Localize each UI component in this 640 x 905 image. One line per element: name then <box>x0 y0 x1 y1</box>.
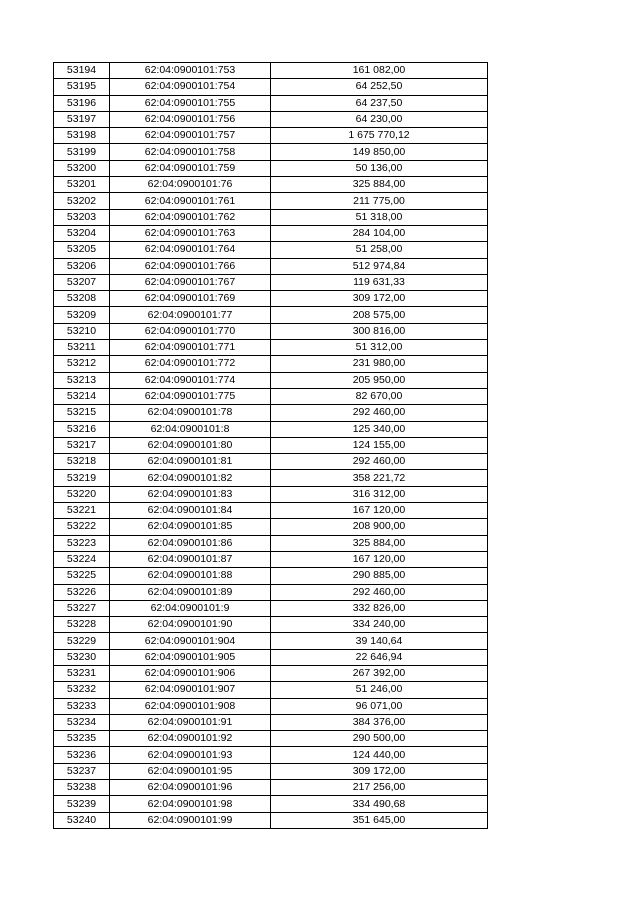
row-number-cell: 53226 <box>54 584 110 600</box>
row-number-cell: 53232 <box>54 682 110 698</box>
table-row <box>54 568 488 584</box>
cadastral-number-cell: 62:04:0900101:757 <box>110 128 271 144</box>
cadastral-number-cell: 62:04:0900101:82 <box>110 470 271 486</box>
cadastral-number-cell: 62:04:0900101:774 <box>110 372 271 388</box>
cadastral-number-cell: 62:04:0900101:767 <box>110 274 271 290</box>
row-number-cell: 53237 <box>54 763 110 779</box>
table-row <box>54 323 488 339</box>
cadastral-number-cell: 62:04:0900101:905 <box>110 649 271 665</box>
row-number-cell: 53200 <box>54 160 110 176</box>
row-number-cell: 53238 <box>54 780 110 796</box>
cadastral-number-cell: 62:04:0900101:95 <box>110 763 271 779</box>
cadastral-value-cell: 64 230,00 <box>271 111 488 127</box>
cadastral-value-cell: 300 816,00 <box>271 323 488 339</box>
row-number-cell: 53213 <box>54 372 110 388</box>
table-row <box>54 160 488 176</box>
row-number-cell: 53194 <box>54 63 110 79</box>
cadastral-number-cell: 62:04:0900101:78 <box>110 405 271 421</box>
table-row <box>54 682 488 698</box>
cadastral-value-cell: 309 172,00 <box>271 291 488 307</box>
table-row <box>54 209 488 225</box>
table-row <box>54 193 488 209</box>
cadastral-value-cell: 292 460,00 <box>271 405 488 421</box>
row-number-cell: 53202 <box>54 193 110 209</box>
cadastral-number-cell: 62:04:0900101:756 <box>110 111 271 127</box>
row-number-cell: 53228 <box>54 617 110 633</box>
row-number-cell: 53222 <box>54 519 110 535</box>
row-number-cell: 53204 <box>54 225 110 241</box>
cadastral-number-cell: 62:04:0900101:762 <box>110 209 271 225</box>
cadastral-value-cell: 334 490,68 <box>271 796 488 812</box>
row-number-cell: 53198 <box>54 128 110 144</box>
cadastral-value-cell: 161 082,00 <box>271 63 488 79</box>
cadastral-value-cell: 64 237,50 <box>271 95 488 111</box>
cadastral-value-cell: 82 670,00 <box>271 388 488 404</box>
row-number-cell: 53206 <box>54 258 110 274</box>
row-number-cell: 53196 <box>54 95 110 111</box>
cadastral-value-cell: 325 884,00 <box>271 177 488 193</box>
row-number-cell: 53229 <box>54 633 110 649</box>
cadastral-value-cell: 512 974,84 <box>271 258 488 274</box>
cadastral-number-cell: 62:04:0900101:93 <box>110 747 271 763</box>
table-row <box>54 747 488 763</box>
row-number-cell: 53225 <box>54 568 110 584</box>
cadastral-number-cell: 62:04:0900101:769 <box>110 291 271 307</box>
cadastral-number-cell: 62:04:0900101:88 <box>110 568 271 584</box>
cadastral-number-cell: 62:04:0900101:904 <box>110 633 271 649</box>
row-number-cell: 53203 <box>54 209 110 225</box>
cadastral-value-cell: 208 900,00 <box>271 519 488 535</box>
table-row <box>54 128 488 144</box>
row-number-cell: 53227 <box>54 600 110 616</box>
cadastral-number-cell: 62:04:0900101:83 <box>110 486 271 502</box>
cadastral-value-cell: 231 980,00 <box>271 356 488 372</box>
cadastral-value-cell: 124 440,00 <box>271 747 488 763</box>
row-number-cell: 53207 <box>54 274 110 290</box>
cadastral-number-cell: 62:04:0900101:91 <box>110 714 271 730</box>
cadastral-number-cell: 62:04:0900101:761 <box>110 193 271 209</box>
cadastral-value-cell: 124 155,00 <box>271 437 488 453</box>
cadastral-number-cell: 62:04:0900101:76 <box>110 177 271 193</box>
table-row <box>54 519 488 535</box>
row-number-cell: 53223 <box>54 535 110 551</box>
table-row <box>54 617 488 633</box>
cadastral-value-cell: 96 071,00 <box>271 698 488 714</box>
table-row <box>54 307 488 323</box>
table-row <box>54 144 488 160</box>
cadastral-number-cell: 62:04:0900101:906 <box>110 665 271 681</box>
row-number-cell: 53217 <box>54 437 110 453</box>
cadastral-value-cell: 208 575,00 <box>271 307 488 323</box>
row-number-cell: 53215 <box>54 405 110 421</box>
cadastral-value-cell: 351 645,00 <box>271 812 488 828</box>
cadastral-number-cell: 62:04:0900101:80 <box>110 437 271 453</box>
table-row <box>54 111 488 127</box>
table-row <box>54 780 488 796</box>
cadastral-number-cell: 62:04:0900101:755 <box>110 95 271 111</box>
table-row <box>54 340 488 356</box>
row-number-cell: 53233 <box>54 698 110 714</box>
cadastral-value-cell: 149 850,00 <box>271 144 488 160</box>
cadastral-value-cell: 267 392,00 <box>271 665 488 681</box>
cadastral-number-cell: 62:04:0900101:758 <box>110 144 271 160</box>
cadastral-number-cell: 62:04:0900101:764 <box>110 242 271 258</box>
row-number-cell: 53209 <box>54 307 110 323</box>
table-row <box>54 600 488 616</box>
table-row <box>54 665 488 681</box>
cadastral-value-cell: 309 172,00 <box>271 763 488 779</box>
cadastral-number-cell: 62:04:0900101:766 <box>110 258 271 274</box>
table-row <box>54 633 488 649</box>
row-number-cell: 53205 <box>54 242 110 258</box>
table-row <box>54 796 488 812</box>
row-number-cell: 53239 <box>54 796 110 812</box>
cadastral-value-cell: 316 312,00 <box>271 486 488 502</box>
cadastral-value-cell: 39 140,64 <box>271 633 488 649</box>
cadastral-value-cell: 358 221,72 <box>271 470 488 486</box>
row-number-cell: 53236 <box>54 747 110 763</box>
cadastral-number-cell: 62:04:0900101:87 <box>110 551 271 567</box>
table-row <box>54 372 488 388</box>
table-row <box>54 470 488 486</box>
cadastral-value-table <box>53 62 488 829</box>
row-number-cell: 53240 <box>54 812 110 828</box>
table-row <box>54 584 488 600</box>
cadastral-number-cell: 62:04:0900101:907 <box>110 682 271 698</box>
cadastral-number-cell: 62:04:0900101:86 <box>110 535 271 551</box>
cadastral-number-cell: 62:04:0900101:8 <box>110 421 271 437</box>
cadastral-number-cell: 62:04:0900101:90 <box>110 617 271 633</box>
cadastral-value-cell: 119 631,33 <box>271 274 488 290</box>
cadastral-number-cell: 62:04:0900101:763 <box>110 225 271 241</box>
row-number-cell: 53231 <box>54 665 110 681</box>
row-number-cell: 53195 <box>54 79 110 95</box>
table-row <box>54 258 488 274</box>
table-row <box>54 714 488 730</box>
cadastral-value-cell: 290 500,00 <box>271 731 488 747</box>
cadastral-value-cell: 125 340,00 <box>271 421 488 437</box>
table-row <box>54 291 488 307</box>
table-row <box>54 731 488 747</box>
cadastral-number-cell: 62:04:0900101:98 <box>110 796 271 812</box>
table-row <box>54 63 488 79</box>
row-number-cell: 53199 <box>54 144 110 160</box>
cadastral-number-cell: 62:04:0900101:770 <box>110 323 271 339</box>
table-row <box>54 763 488 779</box>
cadastral-value-cell: 64 252,50 <box>271 79 488 95</box>
row-number-cell: 53210 <box>54 323 110 339</box>
cadastral-value-cell: 290 885,00 <box>271 568 488 584</box>
table-row <box>54 405 488 421</box>
table-row <box>54 551 488 567</box>
cadastral-value-cell: 284 104,00 <box>271 225 488 241</box>
table-row <box>54 79 488 95</box>
table-row <box>54 225 488 241</box>
row-number-cell: 53221 <box>54 503 110 519</box>
table-row <box>54 177 488 193</box>
row-number-cell: 53201 <box>54 177 110 193</box>
row-number-cell: 53235 <box>54 731 110 747</box>
cadastral-value-cell: 292 460,00 <box>271 584 488 600</box>
cadastral-number-cell: 62:04:0900101:96 <box>110 780 271 796</box>
cadastral-value-cell: 1 675 770,12 <box>271 128 488 144</box>
cadastral-value-cell: 334 240,00 <box>271 617 488 633</box>
cadastral-value-cell: 51 258,00 <box>271 242 488 258</box>
cadastral-number-cell: 62:04:0900101:77 <box>110 307 271 323</box>
row-number-cell: 53197 <box>54 111 110 127</box>
row-number-cell: 53216 <box>54 421 110 437</box>
table-row <box>54 274 488 290</box>
cadastral-number-cell: 62:04:0900101:89 <box>110 584 271 600</box>
cadastral-number-cell: 62:04:0900101:99 <box>110 812 271 828</box>
table-row <box>54 356 488 372</box>
table-row <box>54 388 488 404</box>
cadastral-number-cell: 62:04:0900101:775 <box>110 388 271 404</box>
cadastral-value-cell: 332 826,00 <box>271 600 488 616</box>
cadastral-number-cell: 62:04:0900101:81 <box>110 454 271 470</box>
table-row <box>54 649 488 665</box>
cadastral-value-cell: 292 460,00 <box>271 454 488 470</box>
table-row <box>54 454 488 470</box>
cadastral-number-cell: 62:04:0900101:84 <box>110 503 271 519</box>
cadastral-number-cell: 62:04:0900101:754 <box>110 79 271 95</box>
table-row <box>54 437 488 453</box>
cadastral-number-cell: 62:04:0900101:771 <box>110 340 271 356</box>
cadastral-number-cell: 62:04:0900101:753 <box>110 63 271 79</box>
row-number-cell: 53220 <box>54 486 110 502</box>
cadastral-number-cell: 62:04:0900101:772 <box>110 356 271 372</box>
row-number-cell: 53214 <box>54 388 110 404</box>
cadastral-value-cell: 22 646,94 <box>271 649 488 665</box>
table-row <box>54 698 488 714</box>
cadastral-number-cell: 62:04:0900101:9 <box>110 600 271 616</box>
cadastral-value-cell: 325 884,00 <box>271 535 488 551</box>
row-number-cell: 53208 <box>54 291 110 307</box>
row-number-cell: 53234 <box>54 714 110 730</box>
row-number-cell: 53219 <box>54 470 110 486</box>
cadastral-value-cell: 51 318,00 <box>271 209 488 225</box>
row-number-cell: 53218 <box>54 454 110 470</box>
table-row <box>54 812 488 828</box>
table-row <box>54 242 488 258</box>
cadastral-value-cell: 51 246,00 <box>271 682 488 698</box>
row-number-cell: 53230 <box>54 649 110 665</box>
cadastral-value-cell: 167 120,00 <box>271 503 488 519</box>
cadastral-value-cell: 217 256,00 <box>271 780 488 796</box>
cadastral-number-cell: 62:04:0900101:85 <box>110 519 271 535</box>
cadastral-value-cell: 50 136,00 <box>271 160 488 176</box>
table-row <box>54 503 488 519</box>
cadastral-value-cell: 51 312,00 <box>271 340 488 356</box>
row-number-cell: 53211 <box>54 340 110 356</box>
cadastral-number-cell: 62:04:0900101:92 <box>110 731 271 747</box>
cadastral-value-cell: 211 775,00 <box>271 193 488 209</box>
cadastral-number-cell: 62:04:0900101:908 <box>110 698 271 714</box>
table-row <box>54 95 488 111</box>
cadastral-number-cell: 62:04:0900101:759 <box>110 160 271 176</box>
table-row <box>54 486 488 502</box>
table-row <box>54 421 488 437</box>
table-row <box>54 535 488 551</box>
cadastral-value-cell: 384 376,00 <box>271 714 488 730</box>
cadastral-value-cell: 205 950,00 <box>271 372 488 388</box>
cadastral-value-cell: 167 120,00 <box>271 551 488 567</box>
row-number-cell: 53224 <box>54 551 110 567</box>
row-number-cell: 53212 <box>54 356 110 372</box>
table-body <box>54 63 488 829</box>
